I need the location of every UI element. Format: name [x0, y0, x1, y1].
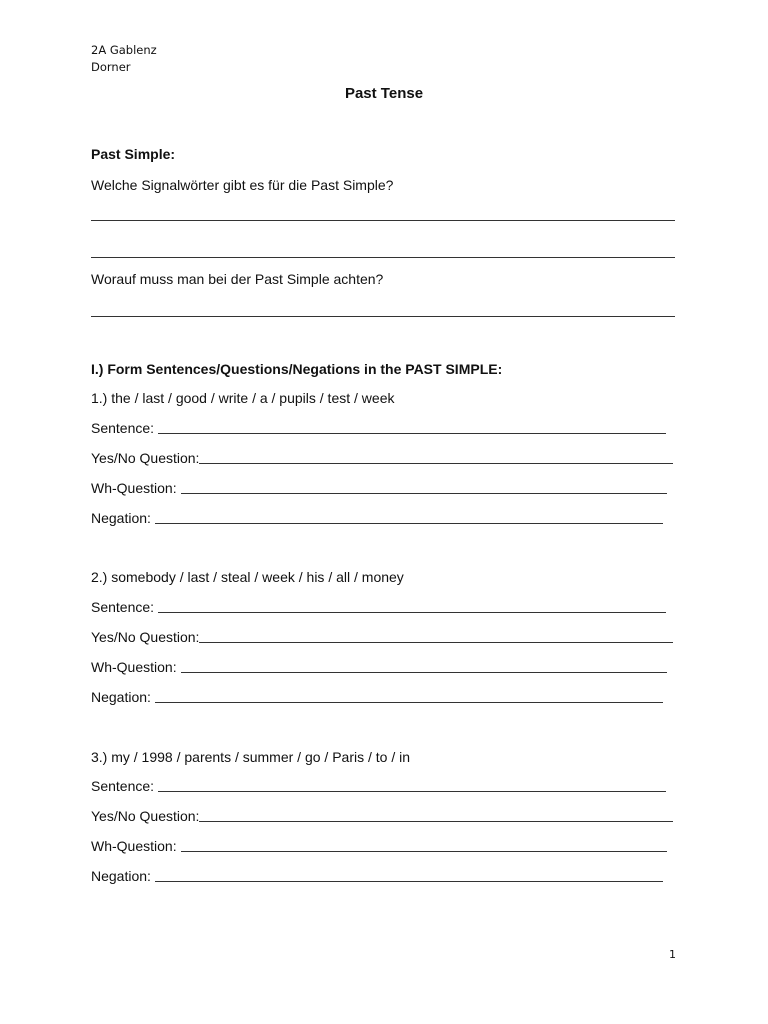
sentence-row — [91, 599, 666, 616]
wh-answer-line[interactable] — [181, 493, 667, 494]
negation-label: Negation: — [91, 510, 151, 526]
negation-answer-line[interactable] — [155, 702, 663, 703]
negation-answer-line[interactable] — [155, 523, 663, 524]
yesno-answer-line[interactable] — [199, 463, 673, 464]
past-simple-heading: Past Simple: — [91, 146, 176, 162]
class-label: 2A Gablenz — [91, 43, 157, 57]
teacher-label: Dorner — [91, 60, 131, 74]
signal-words-question: Welche Signalwörter gibt es für die Past Simple? — [91, 177, 394, 193]
attention-question: Worauf muss man bei der Past Simple achten? — [91, 271, 384, 287]
yesno-row — [91, 629, 673, 646]
yesno-answer-line[interactable] — [199, 642, 673, 643]
wh-label: Wh-Question: — [91, 838, 177, 854]
yesno-row — [91, 450, 673, 467]
wh-row — [91, 838, 667, 855]
wh-row — [91, 480, 667, 497]
yesno-label: Yes/No Question: — [91, 450, 200, 466]
yesno-label: Yes/No Question: — [91, 629, 200, 645]
negation-answer-line[interactable] — [155, 881, 663, 882]
yesno-label: Yes/No Question: — [91, 808, 200, 824]
wh-label: Wh-Question: — [91, 480, 177, 496]
sentence-answer-line[interactable] — [158, 612, 666, 613]
exercise-prompt: 3.) my / 1998 / parents / summer / go / Paris / to / in — [91, 749, 411, 765]
negation-label: Negation: — [91, 868, 151, 884]
page-number: 1 — [669, 948, 676, 961]
yesno-row — [91, 808, 673, 825]
answer-line[interactable] — [91, 316, 675, 317]
page-title: Past Tense — [344, 85, 424, 102]
yesno-answer-line[interactable] — [199, 821, 673, 822]
answer-line[interactable] — [91, 220, 675, 221]
sentence-answer-line[interactable] — [158, 433, 666, 434]
sentence-row — [91, 778, 666, 795]
negation-row — [91, 868, 663, 885]
sentence-label: Sentence: — [91, 599, 155, 615]
exercise-prompt: 1.) the / last / good / write / a / pupils / test / week — [91, 390, 395, 406]
section-1-heading: I.) Form Sentences/Questions/Negations in the PAST SIMPLE: — [91, 361, 503, 377]
sentence-answer-line[interactable] — [158, 791, 666, 792]
answer-line[interactable] — [91, 257, 675, 258]
exercise-prompt: 2.) somebody / last / steal / week / his / all / money — [91, 569, 404, 585]
wh-label: Wh-Question: — [91, 659, 177, 675]
wh-answer-line[interactable] — [181, 672, 667, 673]
wh-answer-line[interactable] — [181, 851, 667, 852]
negation-label: Negation: — [91, 689, 151, 705]
sentence-row — [91, 420, 666, 437]
sentence-label: Sentence: — [91, 420, 155, 436]
sentence-label: Sentence: — [91, 778, 155, 794]
negation-row — [91, 510, 663, 527]
wh-row — [91, 659, 667, 676]
negation-row — [91, 689, 663, 706]
